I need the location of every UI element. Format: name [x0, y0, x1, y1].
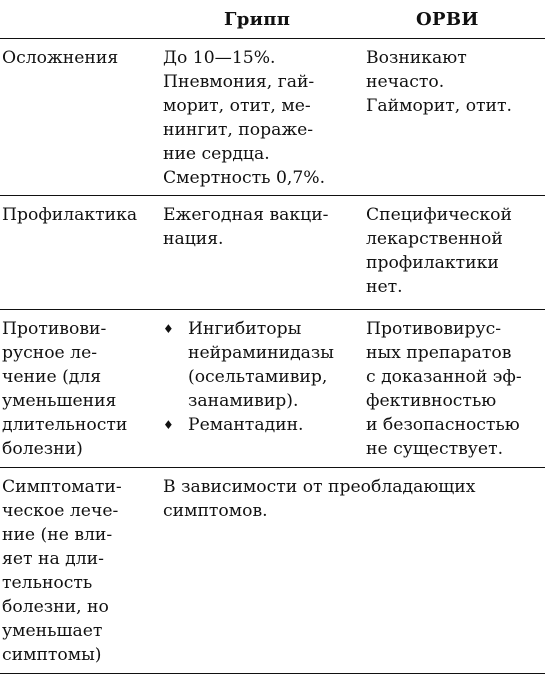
row-label-line: русное ле-: [2, 343, 98, 363]
cell-line: До 10—15%.: [163, 48, 276, 68]
cell-line: Противовирус-: [366, 319, 502, 339]
row-label-line: чение (для: [2, 367, 102, 387]
cell-line: морит, отит, ме-: [163, 96, 311, 116]
cell-line: ных препаратов: [366, 343, 512, 363]
cell-line: Ремантадин.: [188, 415, 304, 435]
row-label-line: длительности: [2, 415, 128, 435]
cell-line: В зависимости от преобладающих: [163, 477, 476, 497]
table-row: [0, 309, 545, 467]
row-label: [2, 317, 152, 461]
table-row: [0, 38, 545, 195]
cell-line: Смертность 0,7%.: [163, 168, 326, 188]
diamond-bullet-icon: ♦: [163, 418, 174, 432]
row-label-line: Осложнения: [2, 48, 119, 68]
row-label-line: тельность: [2, 573, 93, 593]
cell-line: с доказанной эф-: [366, 367, 522, 387]
row-label-line: Противови-: [2, 319, 107, 339]
row-label-line: уменьшает: [2, 621, 103, 641]
row-label-line: яет на дли-: [2, 549, 104, 569]
row-label-line: болезни): [2, 439, 83, 459]
row-label: [2, 203, 152, 227]
cell-line: Гайморит, отит.: [366, 96, 512, 116]
table-rule: [0, 673, 545, 674]
cell-line: нечасто.: [366, 72, 445, 92]
cell-line: Специфической: [366, 205, 512, 225]
cell-line: Ежегодная вакци-: [163, 205, 329, 225]
cell-line: нингит, пораже-: [163, 120, 314, 140]
row-label: [2, 475, 152, 667]
cell-line: лекарственной: [366, 229, 503, 249]
arvi-cell: [366, 203, 544, 299]
header-arvi: ОРВИ: [416, 9, 479, 30]
drug-list: [163, 317, 353, 437]
cell-line: нет.: [366, 277, 403, 297]
cell-line: Возникают: [366, 48, 467, 68]
cell-line: симптомов.: [163, 501, 268, 521]
influenza-cell: [163, 317, 353, 437]
header-influenza: Грипп: [224, 9, 291, 30]
row-label-line: ние (не вли-: [2, 525, 113, 545]
table-header: [0, 0, 545, 38]
cell-line: Ингибиторы: [188, 319, 302, 339]
cell-line: не существует.: [366, 439, 504, 459]
table-row: [0, 195, 545, 309]
row-label-line: уменьшения: [2, 391, 117, 411]
cell-line: нация.: [163, 229, 224, 249]
row-label-line: Симптомати-: [2, 477, 122, 497]
row-label: [2, 46, 152, 70]
influenza-cell: [163, 203, 353, 251]
cell-line: занамивир).: [188, 391, 299, 411]
influenza-cell: [163, 46, 353, 190]
list-item: [163, 317, 353, 413]
table-row: [0, 467, 545, 672]
arvi-cell: [366, 317, 544, 461]
combined-cell: [163, 475, 543, 523]
cell-line: фективностью: [366, 391, 497, 411]
diamond-bullet-icon: ♦: [163, 322, 174, 336]
cell-line: нейраминидазы: [188, 343, 334, 363]
row-label-line: ческое лече-: [2, 501, 119, 521]
row-label-line: Профилактика: [2, 205, 138, 225]
cell-line: Пневмония, гай-: [163, 72, 315, 92]
list-item: [163, 413, 353, 437]
row-label-line: симптомы): [2, 645, 102, 665]
arvi-cell: [366, 46, 544, 118]
cell-line: (осельтамивир,: [188, 367, 328, 387]
row-label-line: болезни, но: [2, 597, 109, 617]
cell-line: профилактики: [366, 253, 499, 273]
cell-line: и безопасностью: [366, 415, 520, 435]
cell-line: ние сердца.: [163, 144, 270, 164]
